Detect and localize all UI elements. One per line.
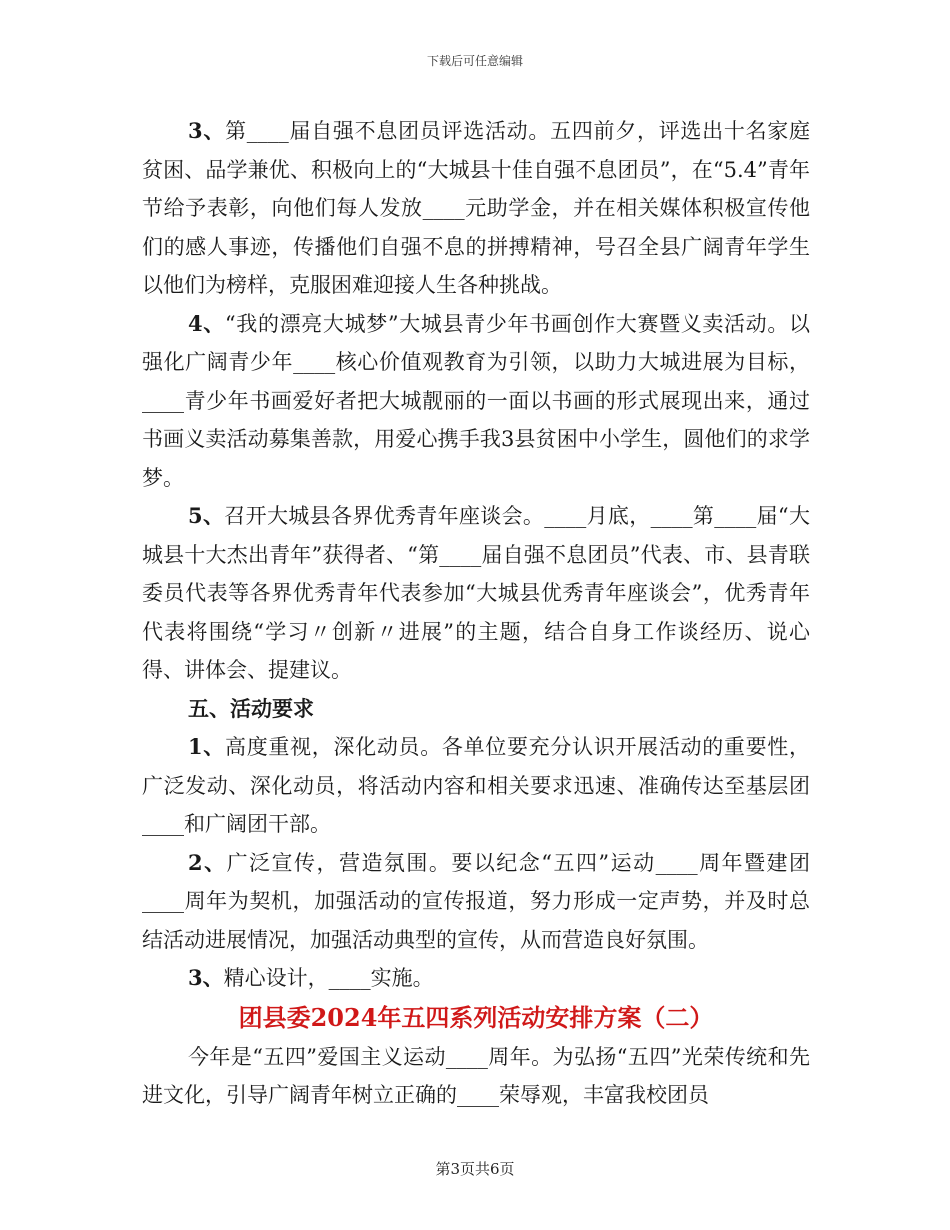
paragraph-text: 高度重视，深化动员。各单位要充分认识开展活动的重要性，广泛发动、深化动员，将活动内容和相关要求迅速、准确传达至基层团____和广阔团干部。 [142,735,810,836]
item-number: 3、 [188,118,226,143]
paragraph-text: “我的漂亮大城梦”大城县青少年书画创作大赛暨义卖活动。以强化广阔青少年____核心价值观教育为引领，以助力大城进展为目标，____青少年书画爱好者把大城靓丽的一面以书画的形式展现出来，通过书画义卖活动募集善款，用爱心携手我3县贫困中小学生，圆他们的求学梦。 [142,311,810,490]
requirement-item-3 [142,959,810,998]
item-number: 4、 [188,310,225,336]
paragraph-item-4 [142,305,810,498]
closing-paragraph: 今年是“五四”爱国主义运动____周年。为弘扬“五四”光荣传统和先进文化，引导广阔青年树立正确的____荣辱观，丰富我校团员 [142,1044,810,1107]
paragraph-item-3 [142,112,810,305]
paragraph-text: 广泛宣传，营造氛围。要以纪念“五四”运动____周年暨建团____周年为契机，加强活动的宣传报道，努力形成一定声势，并及时总结活动进展情况，加强活动典型的宣传，从而营造良好氛围。 [142,850,810,952]
page-header-note: 下载后可任意编辑 [426,54,523,68]
paragraph-item-5 [142,497,810,690]
requirement-item-1 [142,728,810,844]
document-body [142,112,810,1115]
paragraph-text: 召开大城县各界优秀青年座谈会。____月底，____第____届“大城县十大杰出青年”获得者、“第____届自强不息团员”代表、市、县青联委员代表等各界优秀青年代表参加“大城县优秀青年座谈会”，优秀青年代表将围绕“学习〃创新〃进展”的主题，结合自身工作谈经历、说心得、讲体会、提建议。 [142,504,810,682]
section-heading: 五、活动要求 [188,695,314,721]
item-number: 1、 [188,734,225,759]
requirement-item-2 [142,844,810,960]
item-number: 2、 [188,849,227,875]
item-number: 5、 [188,503,225,528]
paragraph-text: 第____届自强不息团员评选活动。五四前夕，评选出十名家庭贫困、品学兼优、积极向上的“大城县十佳自强不息团员”，在“5.4”青年节给予表彰，向他们每人发放____元助学金，并在相关媒体积极宣传他们的感人事迹，传播他们自强不息的拼搏精神，号召全县广阔青年学生以他们为榜样，克服困难迎接人生各种挑战。 [142,119,810,297]
paragraph-text: 精心设计，____实施。 [223,966,434,990]
item-number: 3、 [188,965,224,990]
page-number: 第3页共6页 [435,1160,515,1178]
document-title: 团县委2024年五四系列活动安排方案（二） [238,1002,714,1032]
